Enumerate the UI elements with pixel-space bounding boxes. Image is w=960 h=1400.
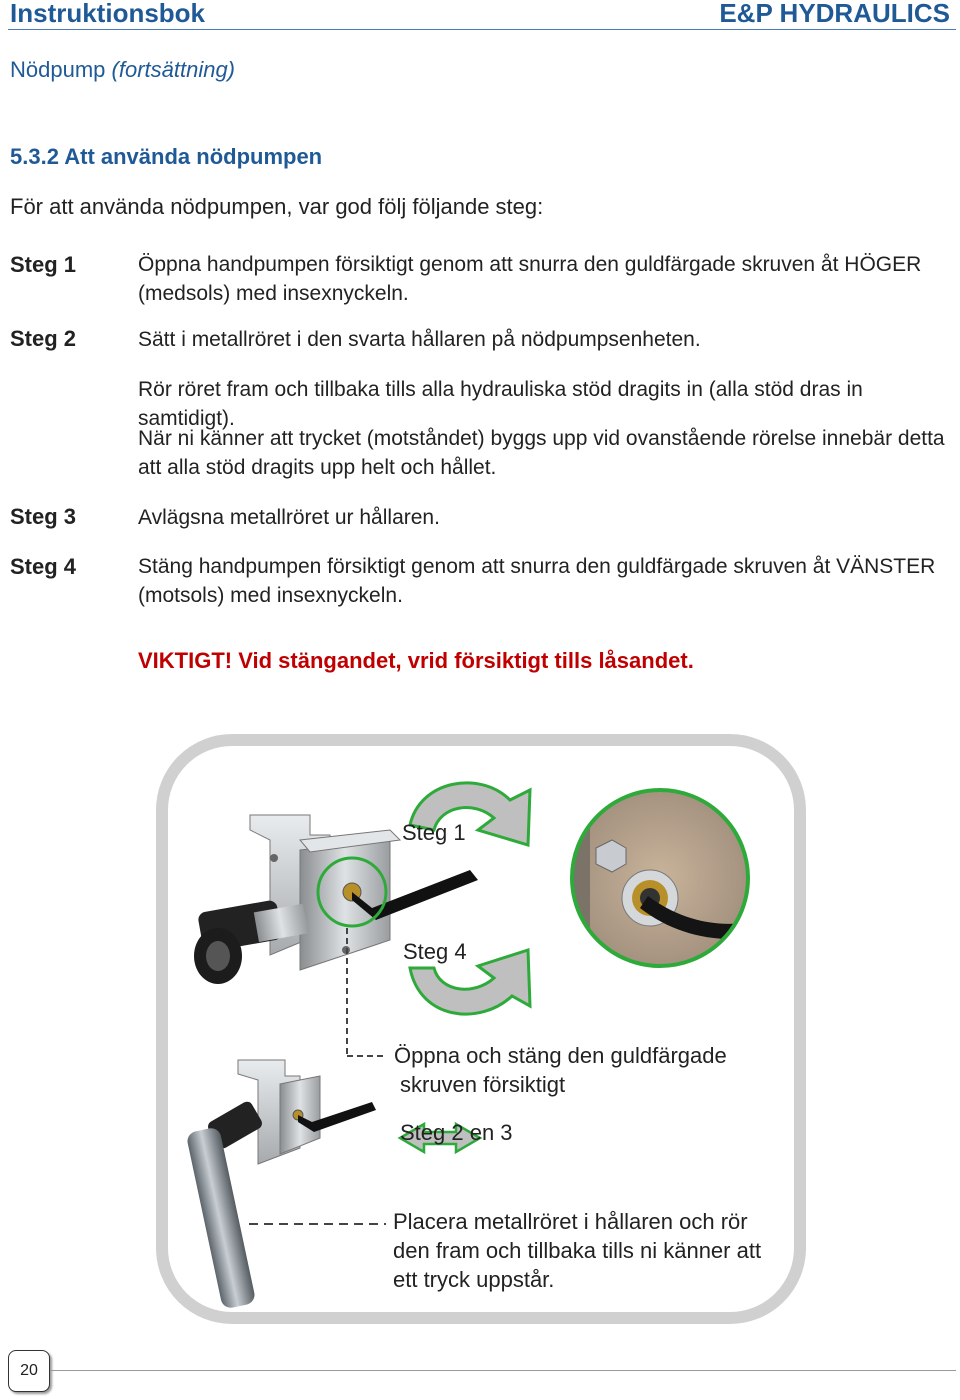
diagram-caption-pipe-2: den fram och tillbaka tills ni känner att (393, 1238, 762, 1263)
step-text-2: Sätt i metallröret i den svarta hållaren på nödpumpsenheten. (138, 328, 701, 351)
section-title (10, 57, 235, 83)
brand-name: E&P HYDRAULICS (719, 0, 950, 28)
step-text-2b: Rör röret fram och tillbaka tills alla hydrauliska stöd dragits in (alla stöd dras in samtidigt). (138, 378, 863, 430)
step-text-3: Avlägsna metallröret ur hållaren. (138, 506, 440, 529)
document-title: Instruktionsbok (10, 0, 206, 28)
step-text-2c: När ni känner att trycket (motståndet) byggs upp vid ovanstående rörelse innebär detta att alla stöd dragits upp helt och hållet. (138, 427, 945, 479)
intro-text: För att använda nödpumpen, var god följ följande steg: (10, 194, 544, 219)
diagram-caption-pipe-3: ett tryck uppstår. (393, 1267, 555, 1292)
step-label-4: Steg 4 (10, 554, 77, 579)
diagram-label-step4: Steg 4 (403, 939, 467, 964)
diagram-caption-screw-1: Öppna och stäng den guldfärgade (394, 1043, 727, 1068)
step-text-4: Stäng handpumpen försiktigt genom att snurra den guldfärgade skruven åt VÄNSTER (motsols) med insexnyckeln. (138, 555, 936, 607)
diagram-caption-screw-2: skruven försiktigt (400, 1072, 566, 1097)
footer-divider (48, 1370, 956, 1371)
subsection-heading (10, 144, 322, 170)
subsection-title: Att använda nödpumpen (64, 144, 323, 169)
step-label-3: Steg 3 (10, 504, 77, 529)
step-label-2: Steg 2 (10, 326, 77, 351)
warning-prefix: VIKTIGT! (138, 648, 233, 673)
diagram-label-step23: Steg 2 en 3 (400, 1120, 513, 1145)
warning-body: Vid stängandet, vrid försiktigt tills låsandet. (238, 648, 694, 673)
step-text-1: Öppna handpumpen försiktigt genom att snurra den guldfärgade skruven åt HÖGER (medsols) med insexnyckeln. (138, 253, 922, 305)
section-title-suffix: (fortsättning) (111, 57, 236, 82)
diagram-caption-pipe-1: Placera metallröret i hållaren och rör (393, 1209, 748, 1234)
diagram-label-step1: Steg 1 (402, 820, 466, 845)
header-divider (8, 29, 956, 30)
step-label-1: Steg 1 (10, 252, 77, 277)
subsection-number: 5.3.2 (10, 144, 59, 169)
page-number: 20 (8, 1350, 50, 1392)
section-title-main: Nödpump (10, 57, 106, 82)
warning-text (138, 648, 694, 674)
